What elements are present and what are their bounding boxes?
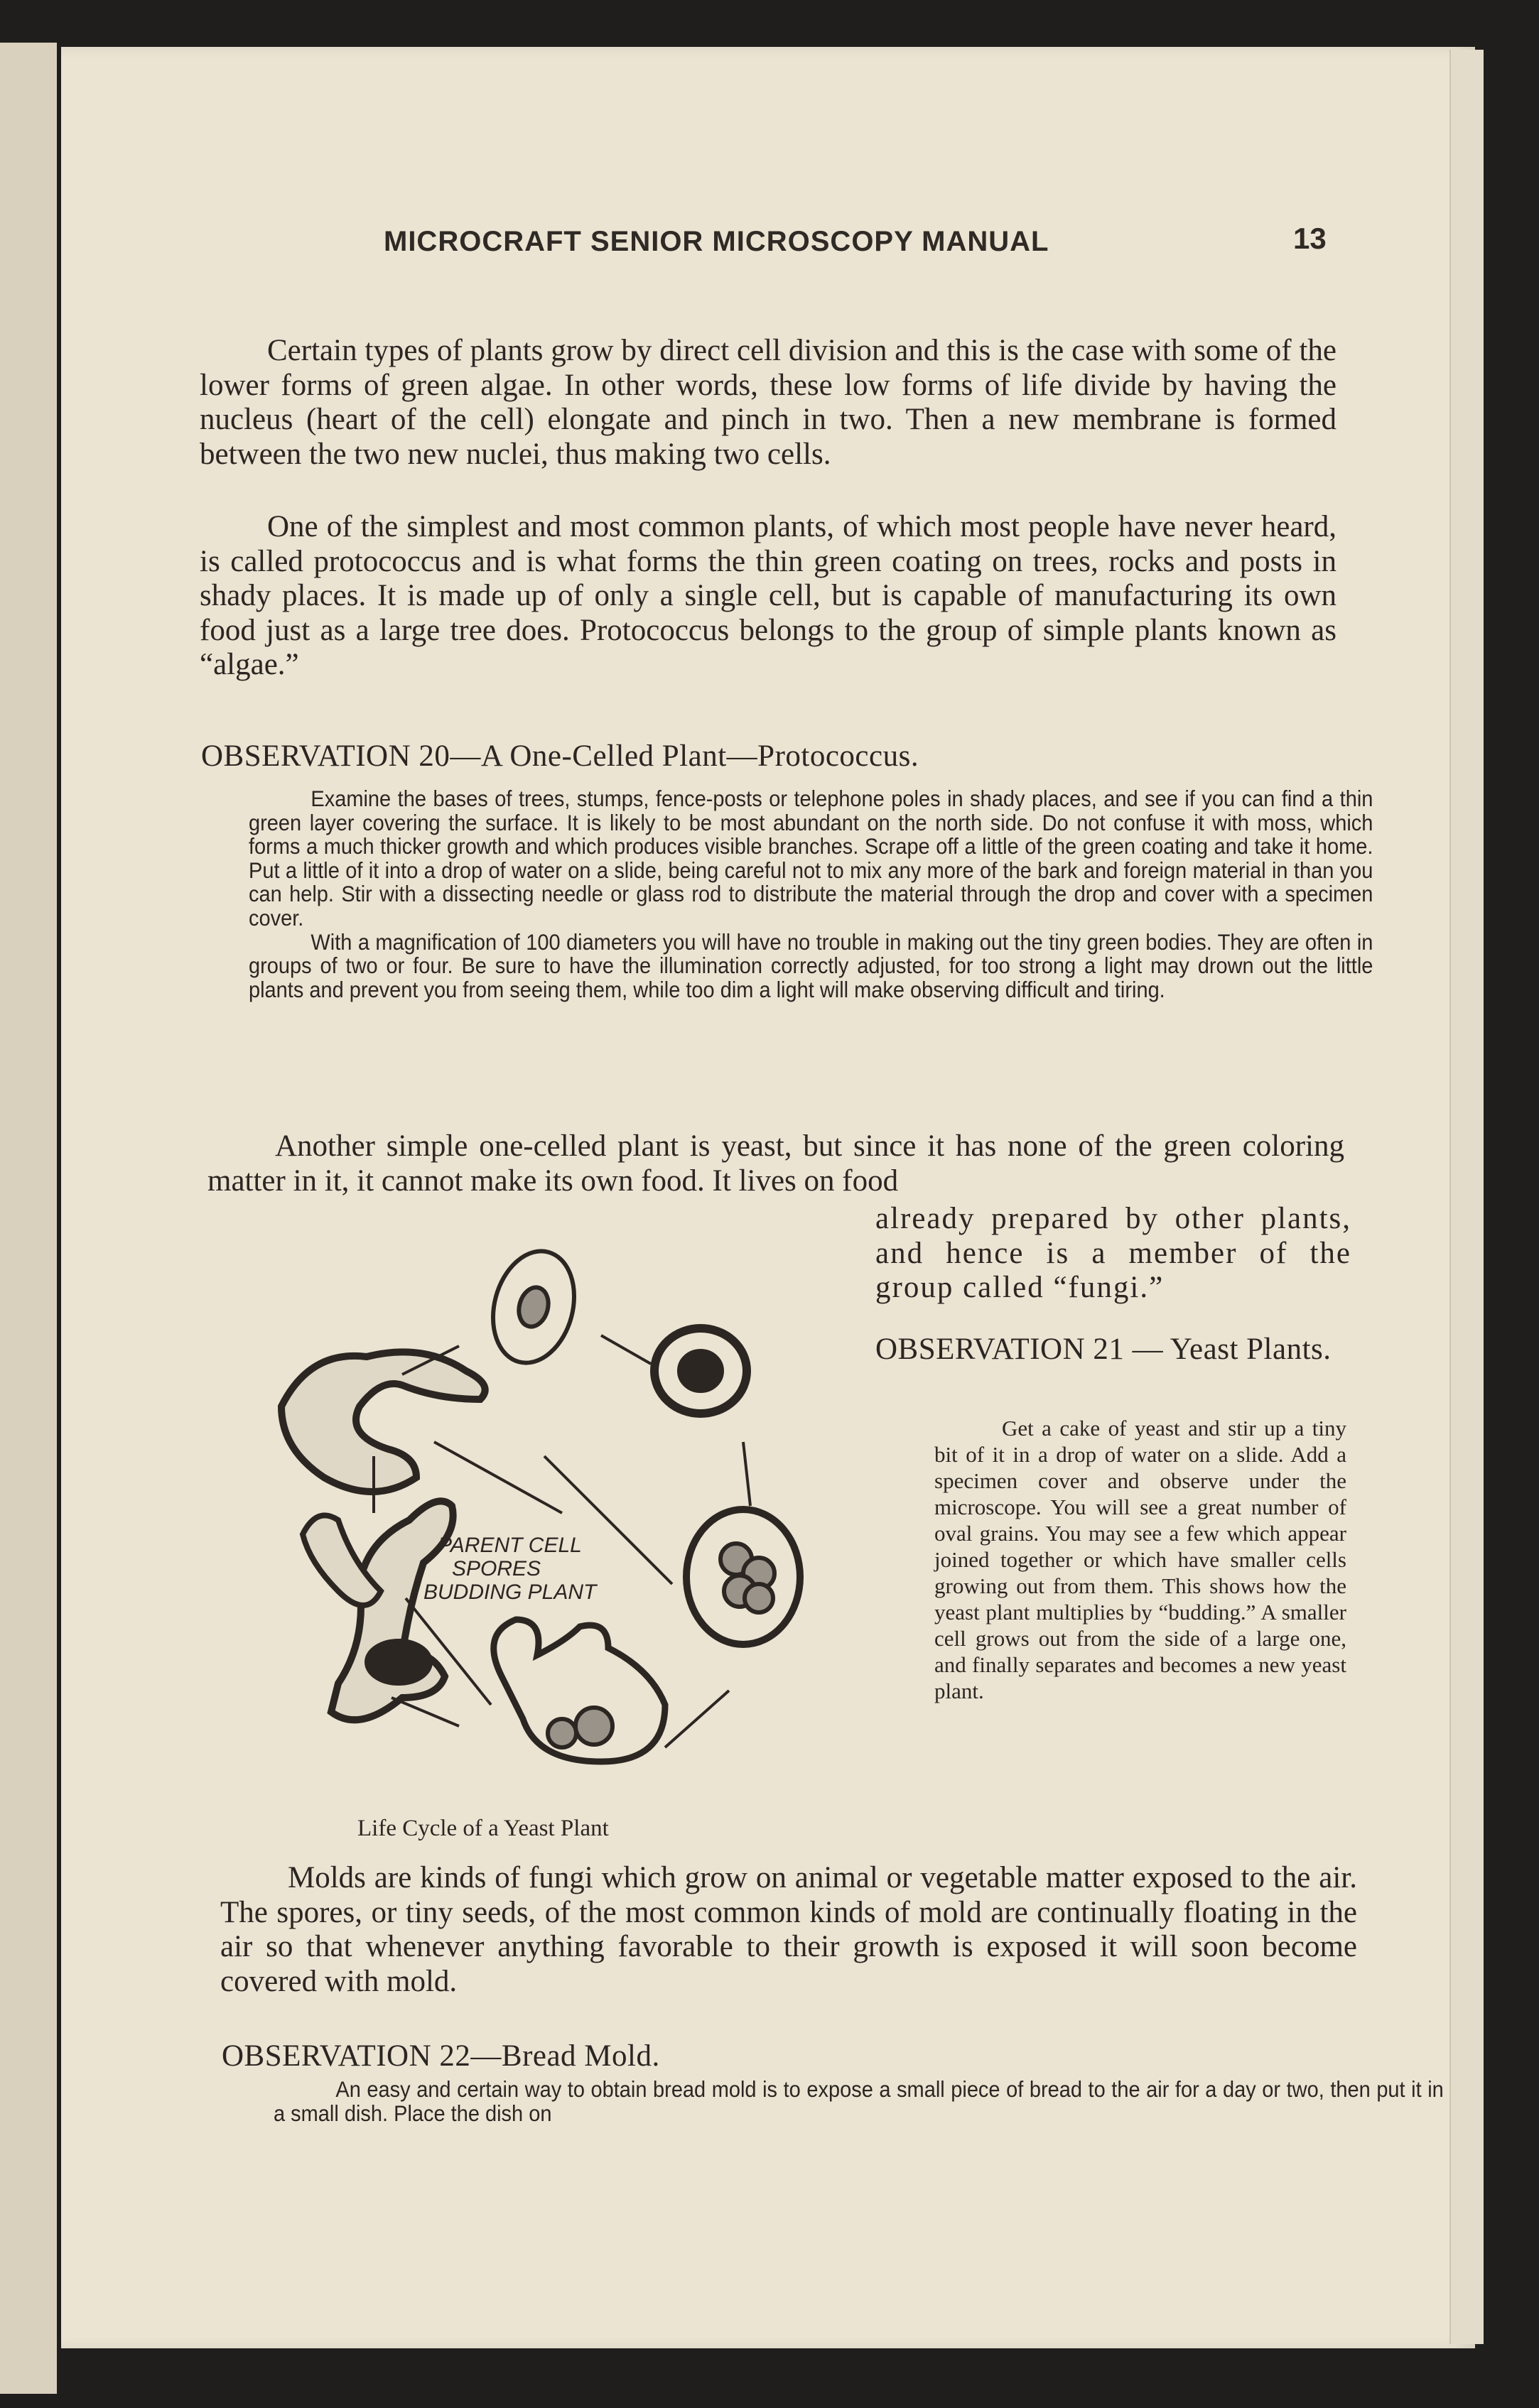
figure-label-spores: SPORES — [452, 1557, 541, 1580]
yeast-life-cycle-figure — [246, 1236, 814, 1804]
budding-plant-chain — [281, 1352, 485, 1492]
observation-21-text: Get a cake of yeast and stir up a tiny bit of it in a drop of water on a slide. Add a specimen cover and observe under the microscope. You will see a great number of oval grains. You may see a few which appear joined together or which have smaller cells growing out from them. This shows how the yeast plant multiplies by “budding.” A smaller cell grows out from the side of a large one, and finally separates and becomes a new yeast plant. — [934, 1416, 1346, 1703]
observation-21-heading-text: OBSERVATION 21 — Yeast Plants. — [875, 1333, 1332, 1366]
observation-22-text: An easy and certain way to obtain bread mold is to expose a small piece of bread to the air for a day or two, then put it in a small dish. Place the dish on — [274, 2076, 1444, 2126]
observation-20-heading: OBSERVATION 20—A One-Celled Plant—Protococcus. — [201, 739, 919, 773]
paragraph-yeast-intro: Another simple one-celled plant is yeast, but since it has none of the green coloring matter in it, it cannot make its own food. It lives on food — [207, 1129, 1344, 1198]
facing-page-edge — [0, 43, 57, 2394]
figure-label-budding-plant: BUDDING PLANT — [423, 1580, 597, 1604]
paragraph-protococcus: One of the simplest and most common plants, of which most people have never heard, is called protococcus and is what forms the thin green coating on trees, rocks and posts in shady places. It is made up of only a single cell, but is capable of manufacturing its own food just as a large tree does. Protococcus belongs to the group of simple plants known as “algae.” — [200, 510, 1336, 681]
running-header: MICROCRAFT SENIOR MICROSCOPY MANUAL — [384, 226, 1049, 257]
paragraph-yeast-intro-continued: already prepared by other plants, and hence is a member of the group called “fungi.” — [875, 1202, 1351, 1304]
observation-20-text-2: With a magnification of 100 diameters you will have no trouble in making out the tiny green bodies. They are often in groups of two or four. Be sure to have the illumination correctly adjusted, for too strong a light may drown out the little plants and prevent you from seeing them, while too dim a light will make observing difficult and tiring. — [249, 928, 1373, 1002]
figure-caption: Life Cycle of a Yeast Plant — [357, 1816, 609, 1841]
observation-20-text-1: Examine the bases of trees, stumps, fence-posts or telephone poles in shady places, and see if you can find a thin green layer covering the surface. It is likely to be most abundant on the north side. Do not confuse it with moss, which forms a much thicker growth and which produces visible branches. Scrape off a little of the green coating and take it home. Put a little of it into a drop of water on a slide, being careful not to mix any more of the bark and foreign material in than you can help. Stir with a dissecting needle or glass rod to distribute the material through the drop and cover with a specimen cover. — [249, 786, 1373, 931]
paragraph-molds: Molds are kinds of fungi which grow on animal or vegetable matter exposed to the air. The spores, or tiny seeds, of the most common kinds of mold are continually floating in the air so that whenever anything favorable to their growth is exposed it will soon become covered with mold. — [220, 1861, 1357, 1998]
page-number: 13 — [1293, 222, 1327, 255]
observation-22-heading: OBSERVATION 22—Bread Mold. — [222, 2039, 660, 2073]
figure-label-parent-cell: PARENT CELL — [438, 1534, 582, 1557]
page-stack-edge — [1449, 50, 1484, 2344]
observation-21-heading — [875, 1332, 1351, 1367]
paragraph-cell-division: Certain types of plants grow by direct cell division and this is the case with some of the lower forms of green algae. In other words, these low forms of life divide by having the nucleus (heart of the cell) elongate and pinch in two. Then a new membrane is formed between the two new nuclei, thus making two cells. — [200, 334, 1336, 471]
